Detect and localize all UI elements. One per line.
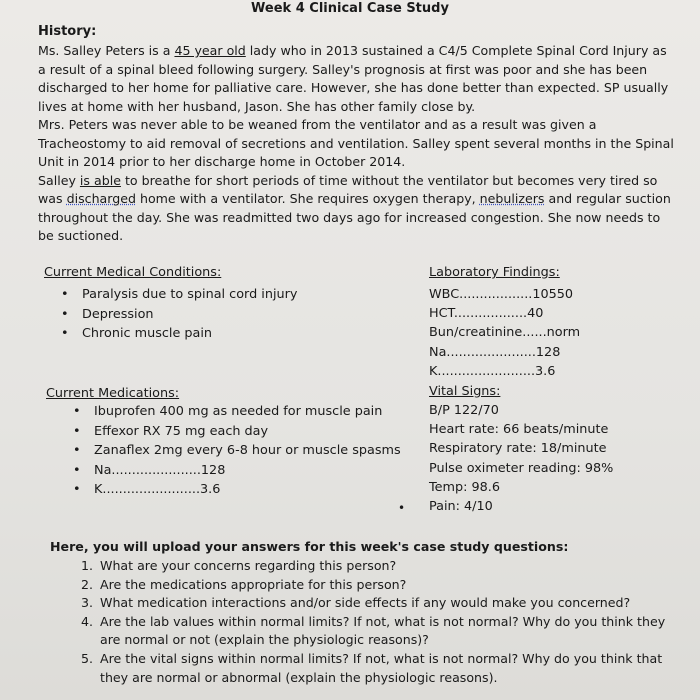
history-text-run: Ms. Salley Peters is a xyxy=(38,43,175,58)
vital-value: Respiratory rate: 18/minute xyxy=(429,441,607,457)
history-text-run: and regular suction throughout the day. She was readmitted two days ago for increased congestion. She now needs to be suctioned. xyxy=(38,191,671,243)
vital-value: Temp: 98.6 xyxy=(429,479,500,495)
medications-list xyxy=(64,402,401,500)
list-item: • Effexor RX 75 mg each day xyxy=(64,422,401,442)
question-item: 2. Are the medications appropriate for this person? xyxy=(97,576,667,595)
list-item: • Depression xyxy=(52,305,297,325)
history-heading: History: xyxy=(38,24,97,39)
stray-bullet: • xyxy=(398,501,406,515)
list-item: • K........................3.6 xyxy=(64,480,401,500)
history-text-run: Salley xyxy=(38,172,80,188)
medications-title: Current Medications: xyxy=(46,386,180,401)
list-item: • Na......................128 xyxy=(64,461,401,481)
upload-heading: Here, you will upload your answers for this week's case study questions: xyxy=(50,539,569,554)
labs-list xyxy=(429,285,580,381)
vitals-title: Vital Signs: xyxy=(429,384,501,399)
lab-value: K........................3.6 xyxy=(429,363,556,379)
list-item: • Ibuprofen 400 mg as needed for muscle pain xyxy=(64,402,401,422)
lab-value: Na......................128 xyxy=(429,344,561,360)
labs-title: Laboratory Findings: xyxy=(429,265,560,280)
list-item: • Chronic muscle pain xyxy=(52,324,297,344)
nebulizers-flagged: nebulizers xyxy=(479,191,545,206)
lab-value: HCT..................40 xyxy=(429,306,544,322)
vital-value: Heart rate: 66 beats/minute xyxy=(429,422,609,438)
history-paragraph-1 xyxy=(38,42,678,116)
document-title: Week 4 Clinical Case Study xyxy=(251,1,449,16)
vitals-list xyxy=(429,401,613,516)
questions-list xyxy=(47,557,667,687)
vital-value: Pain: 4/10 xyxy=(429,498,493,514)
age-underlined: 45 year old xyxy=(174,43,246,58)
list-item: • Paralysis due to spinal cord injury xyxy=(52,285,297,305)
is-able-underlined: is able xyxy=(79,172,121,188)
question-item: 5. Are the vital signs within normal limits? If not, what is not normal? Why do you think that they are normal or abnormal (explain the physiologic reasons). xyxy=(97,650,667,687)
vital-value: Pulse oximeter reading: 98% xyxy=(429,460,614,476)
history-text-run: to breathe for short periods of time without the ventilator but becomes very tired so was xyxy=(38,172,658,206)
vital-value: B/P 122/70 xyxy=(429,403,499,418)
question-item: 4. Are the lab values within normal limits? If not, what is not normal? Why do you think they are normal or not (explain the physiologic reasons)? xyxy=(97,613,667,650)
history-text xyxy=(38,42,678,246)
history-paragraph-3 xyxy=(38,172,678,246)
conditions-title: Current Medical Conditions: xyxy=(44,265,222,280)
list-item: • Zanaflex 2mg every 6-8 hour or muscle spasms xyxy=(64,441,401,461)
lab-value: WBC..................10550 xyxy=(429,287,574,302)
history-text-run: home with a ventilator. She requires oxygen therapy, xyxy=(135,191,480,206)
discharged-flagged: discharged xyxy=(66,191,136,206)
lab-value: Bun/creatinine......norm xyxy=(429,325,581,341)
question-item: 3. What medication interactions and/or side effects if any would make you concerned? xyxy=(97,594,667,613)
question-item: 1. What are your concerns regarding this person? xyxy=(97,557,667,576)
conditions-list xyxy=(52,285,297,344)
history-paragraph-2: Mrs. Peters was never able to be weaned from the ventilator and as a result was given a Tracheostomy to aid removal of secretions and ventilation. Salley spent several months in the Spinal Unit in 2014 prior to her discharge home in October 2014. xyxy=(38,117,674,169)
history-text-run: lady who in 2013 sustained a C4/5 Complete Spinal Cord Injury as a result of a spinal bleed following surgery. Salley's prognosis at first was poor and she has been discharged to her home for palliative care. However, she has done better than expected. SP usually lives at home with her husband, Jason. She has other family close by. xyxy=(38,43,669,114)
